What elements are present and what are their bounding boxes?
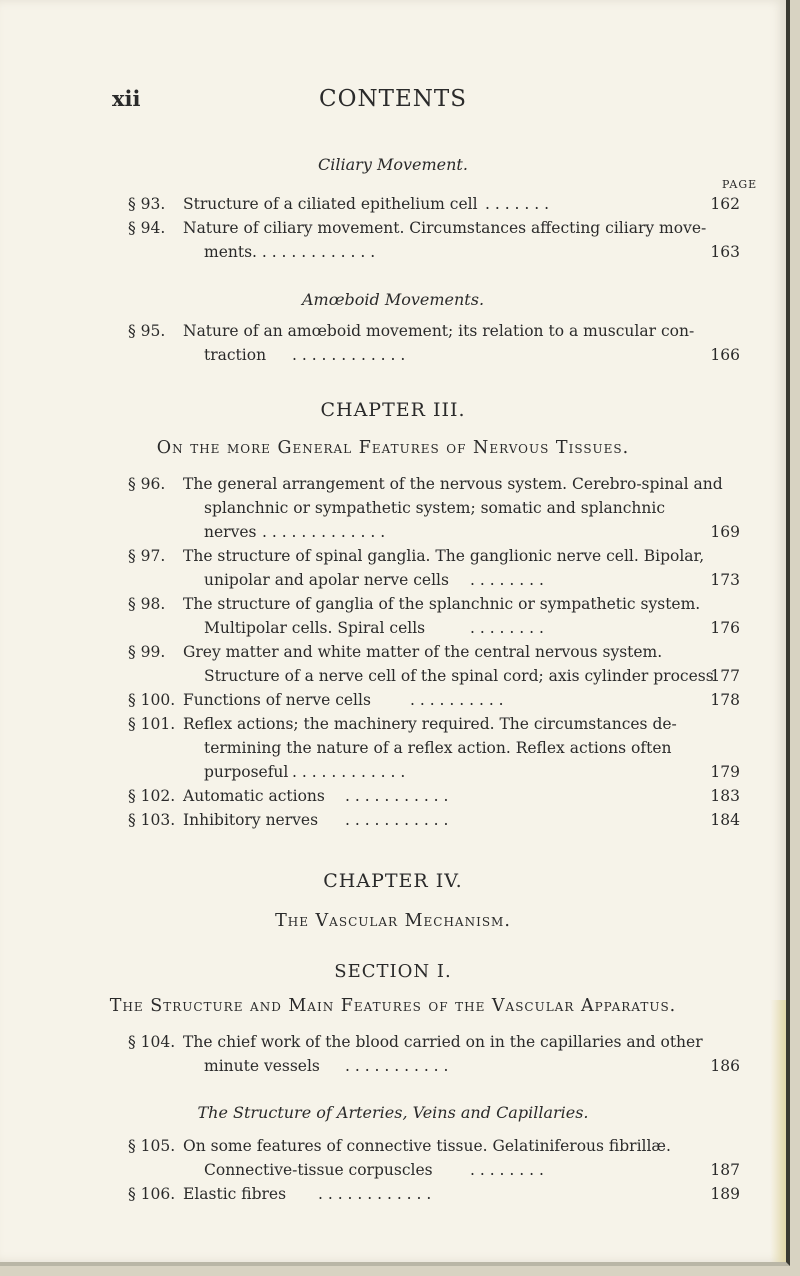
section-number: § 97. (128, 547, 166, 565)
section-heading: SECTION I. (334, 961, 452, 982)
leader-dots: . . . . . . . . . . (410, 691, 504, 709)
entry-text-cont: splanchnic or sympathetic system; somatic and splanchnic (204, 499, 666, 517)
entry-text: Nature of an amœboid movement; its relation to a muscular con- (183, 322, 695, 340)
page-number: 189 (710, 1185, 740, 1203)
leader-dots: . . . . . . . . . . . (345, 787, 449, 805)
leader-dots: . . . . . . . . . . . (345, 811, 449, 829)
page-header (0, 86, 786, 114)
leader-dots: . . . . . . . . . . . . (292, 763, 406, 781)
leader-dots: . . . . . . . (485, 195, 550, 213)
page-number: 169 (710, 523, 740, 541)
page-number: 177 (710, 667, 740, 685)
page-column-label: PAGE (722, 178, 758, 191)
leader-dots: . . . . . . . . . . . . . (262, 523, 386, 541)
page-number: 179 (710, 763, 740, 781)
page-number: 186 (710, 1057, 740, 1075)
section-number: § 105. (128, 1137, 176, 1155)
chapter-3-title: On the more General Features of Nervous Tissues. (156, 438, 630, 458)
edge-stain (770, 1000, 786, 1262)
page-number: 166 (710, 346, 740, 364)
heading-amoeboid: Amœboid Movements. (301, 290, 485, 309)
entry-text: Elastic fibres (183, 1185, 287, 1203)
chapter-4-heading: CHAPTER IV. (323, 870, 463, 892)
folio: xii (112, 86, 141, 111)
entry-text: Nature of ciliary movement. Circumstances affecting ciliary move- (183, 219, 707, 237)
entry-text-cont: Structure of a nerve cell of the spinal cord; axis cylinder process (204, 667, 714, 685)
entry-text-cont: traction (204, 346, 267, 364)
leader-dots: . . . . . . . . (470, 1161, 544, 1179)
section-number: § 95. (128, 322, 166, 340)
section-title: The Structure and Main Features of the Vascular Apparatus. (109, 996, 677, 1016)
section-number: § 96. (128, 475, 166, 493)
section-number: § 106. (128, 1185, 176, 1203)
section-number: § 100. (128, 691, 176, 709)
leader-dots: . . . . . . . . (470, 571, 544, 589)
entry-text: The structure of ganglia of the splanchnic or sympathetic system. (183, 595, 701, 613)
sub-heading: The Structure of Arteries, Veins and Capillaries. (197, 1103, 589, 1122)
entry-text-cont: purposeful (204, 763, 289, 781)
section-number: § 101. (128, 715, 176, 733)
entry-text: Grey matter and white matter of the central nervous system. (183, 643, 663, 661)
entry-text: The chief work of the blood carried on in the capillaries and other (183, 1033, 703, 1051)
section-number: § 102. (128, 787, 176, 805)
entry-text-cont: termining the nature of a reflex action. Reflex actions often (204, 739, 672, 757)
chapter-3-heading: CHAPTER III. (320, 399, 466, 421)
entry-text-cont: minute vessels (204, 1057, 320, 1075)
heading-ciliary: Ciliary Movement. (318, 155, 468, 174)
running-title: CONTENTS (319, 86, 467, 112)
entry-text-cont: Connective-tissue corpuscles (204, 1161, 433, 1179)
page-number: 178 (710, 691, 740, 709)
page-number: 162 (710, 195, 740, 213)
leader-dots: . . . . . . . . . . . . (292, 346, 406, 364)
section-number: § 103. (128, 811, 176, 829)
leader-dots: . . . . . . . . . . . . (318, 1185, 432, 1203)
page-number: 163 (710, 243, 740, 261)
page-number: 183 (710, 787, 740, 805)
entry-text: The general arrangement of the nervous system. Cerebro-spinal and (183, 475, 723, 493)
leader-dots: . . . . . . . . (470, 619, 544, 637)
page-number: 176 (710, 619, 740, 637)
section-number: § 93. (128, 195, 166, 213)
entry-text: Functions of nerve cells (183, 691, 371, 709)
entry-text-cont: ments (204, 243, 253, 261)
entry-text: Structure of a ciliated epithelium cell (183, 195, 478, 213)
page-number: 173 (710, 571, 740, 589)
entry-text: Inhibitory nerves (183, 811, 319, 829)
entry-text-cont: Multipolar cells. Spiral cells (204, 619, 426, 637)
entry-text-cont: unipolar and apolar nerve cells (204, 571, 449, 589)
chapter-4-title: The Vascular Mechanism. (275, 911, 511, 931)
leader-dots: . . . . . . . . . . . . . (252, 243, 376, 261)
section-number: § 98. (128, 595, 166, 613)
entry-text: The structure of spinal ganglia. The ganglionic nerve cell. Bipolar, (183, 547, 705, 565)
section-number: § 99. (128, 643, 166, 661)
section-number: § 104. (128, 1033, 176, 1051)
page-number: 184 (710, 811, 740, 829)
section-number: § 94. (128, 219, 166, 237)
page-number: 187 (710, 1161, 740, 1179)
entry-text: Reflex actions; the machinery required. The circumstances de- (183, 715, 677, 733)
leader-dots: . . . . . . . . . . . (345, 1057, 449, 1075)
entry-text: On some features of connective tissue. Gelatiniferous fibrillæ. (183, 1137, 671, 1155)
entry-text: Automatic actions (183, 787, 325, 805)
entry-text-cont: nerves (204, 523, 257, 541)
